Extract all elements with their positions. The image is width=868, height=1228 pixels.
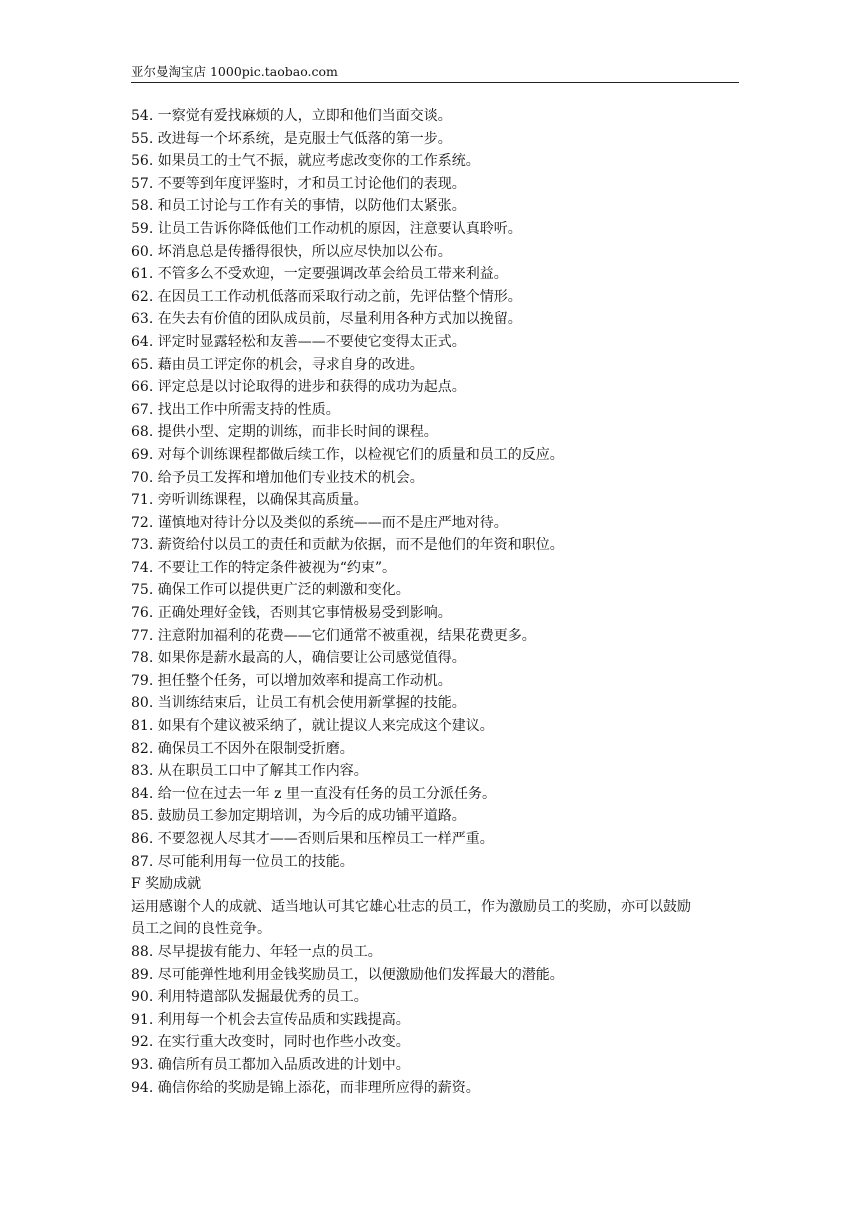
- item-text: 担任整个任务，可以增加效率和提高工作动机。: [157, 672, 452, 689]
- item-number: 77.: [131, 627, 154, 644]
- list-item: [131, 1077, 743, 1100]
- item-text: 尽早提拔有能力、年轻一点的员工。: [157, 943, 382, 960]
- item-number: 87.: [131, 853, 154, 870]
- list-item: [131, 421, 743, 444]
- item-number: 90.: [131, 989, 154, 1006]
- list-item: [131, 512, 743, 535]
- section-heading: F 奖励成就: [131, 876, 202, 893]
- item-list-b: [131, 941, 743, 1099]
- item-number: 74.: [131, 559, 154, 576]
- list-item: [131, 647, 743, 670]
- item-number: 62.: [131, 288, 154, 305]
- list-item: [131, 173, 743, 196]
- item-number: 65.: [131, 356, 154, 373]
- item-number: 70.: [131, 469, 154, 486]
- item-text: 确信所有员工都加入品质改进的计划中。: [157, 1056, 410, 1073]
- item-text: 不要忽视人尽其才——否则后果和压榨员工一样严重。: [157, 831, 494, 847]
- item-number: 78.: [131, 650, 154, 667]
- item-text: 让员工告诉你降低他们工作动机的原因，注意要认真聆听。: [157, 220, 522, 237]
- list-item: [131, 851, 743, 874]
- item-number: 55.: [131, 130, 154, 147]
- item-number: 75.: [131, 582, 154, 599]
- item-text: 对每个训练课程都做后续工作，以检视它们的质量和员工的反应。: [157, 446, 564, 463]
- item-number: 63.: [131, 311, 154, 328]
- item-number: 81.: [131, 718, 154, 735]
- list-item: [131, 715, 743, 738]
- page-header: [131, 64, 739, 83]
- list-item: [131, 602, 743, 625]
- item-number: 69.: [131, 446, 154, 463]
- list-item: [131, 1031, 743, 1054]
- item-number: 66.: [131, 379, 154, 396]
- item-number: 72.: [131, 514, 154, 531]
- item-text: 评定时显露轻松和友善——不要使它变得太正式。: [157, 333, 466, 350]
- item-number: 58.: [131, 198, 154, 215]
- list-item: [131, 625, 743, 648]
- list-item: [131, 670, 743, 693]
- item-text: 谨慎地对待计分以及类似的系统——而不是庄严地对待。: [157, 514, 508, 531]
- section-paragraph-line-1: 运用感谢个人的成就、适当地认可其它雄心壮志的员工，作为激励员工的奖励，亦可以鼓励: [131, 898, 691, 915]
- item-text: 利用特遣部队发掘最优秀的员工。: [157, 989, 368, 1006]
- list-item: [131, 579, 743, 602]
- list-item: [131, 331, 743, 354]
- item-number: 57.: [131, 175, 154, 192]
- item-number: 73.: [131, 537, 154, 554]
- item-text: 当训练结束后，让员工有机会使用新掌握的技能。: [157, 695, 466, 712]
- item-list-a: [131, 105, 743, 873]
- list-item: [131, 805, 743, 828]
- item-number: 89.: [131, 966, 154, 983]
- header-text: 亚尔曼淘宝店 1000pic.taobao.com: [131, 64, 338, 79]
- list-item: [131, 783, 743, 806]
- list-item: [131, 489, 743, 512]
- list-item: [131, 128, 743, 151]
- list-item: [131, 105, 743, 128]
- list-item: [131, 760, 743, 783]
- item-text: 给一位在过去一年 z 里一直没有任务的员工分派任务。: [157, 785, 496, 802]
- item-text: 在失去有价值的团队成员前，尽量利用各种方式加以挽留。: [157, 311, 522, 328]
- item-text: 提供小型、定期的训练，而非长时间的课程。: [157, 424, 438, 441]
- item-number: 59.: [131, 220, 154, 237]
- list-item: [131, 195, 743, 218]
- list-item: [131, 399, 743, 422]
- list-item: [131, 1054, 743, 1077]
- item-text: 改进每一个坏系统，是克服士气低落的第一步。: [157, 130, 452, 147]
- section-paragraph-line-2: 员工之间的良性竞争。: [131, 921, 271, 938]
- item-number: 79.: [131, 672, 154, 689]
- item-text: 不要等到年度评鉴时，才和员工讨论他们的表现。: [157, 175, 466, 192]
- list-item: [131, 241, 743, 264]
- list-item: [131, 986, 743, 1009]
- item-number: 84.: [131, 785, 154, 802]
- list-item: [131, 150, 743, 173]
- item-number: 93.: [131, 1056, 154, 1073]
- item-text: 和员工讨论与工作有关的事情，以防他们太紧张。: [157, 198, 466, 215]
- list-item: [131, 286, 743, 309]
- list-item: [131, 964, 743, 987]
- item-text: 一察觉有爱找麻烦的人，立即和他们当面交谈。: [157, 108, 452, 124]
- item-text: 确保员工不因外在限制受折磨。: [157, 740, 354, 757]
- item-number: 67.: [131, 401, 154, 418]
- list-item: [131, 218, 743, 241]
- item-text: 旁听训练课程，以确保其高质量。: [157, 492, 368, 509]
- item-text: 薪资给付以员工的责任和贡献为依据，而不是他们的年资和职位。: [157, 537, 564, 554]
- item-text: 坏消息总是传播得很快，所以应尽快加以公布。: [157, 243, 452, 260]
- item-number: 54.: [131, 108, 154, 124]
- item-text: 如果你是薪水最高的人，确信要让公司感觉值得。: [157, 650, 466, 667]
- item-text: 不管多么不受欢迎，一定要强调改革会给员工带来利益。: [157, 266, 508, 283]
- item-text: 尽可能利用每一位员工的技能。: [157, 853, 354, 870]
- list-item: [131, 354, 743, 377]
- item-text: 利用每一个机会去宣传品质和实践提高。: [157, 1011, 410, 1028]
- list-item: [131, 692, 743, 715]
- document-body: [131, 105, 743, 1099]
- item-text: 鼓励员工参加定期培训，为今后的成功铺平道路。: [157, 808, 466, 825]
- item-text: 如果员工的士气不振，就应考虑改变你的工作系统。: [157, 153, 480, 170]
- list-item: [131, 1009, 743, 1032]
- item-number: 85.: [131, 808, 154, 825]
- item-text: 确信你给的奖励是锦上添花，而非理所应得的薪资。: [157, 1079, 480, 1096]
- item-number: 60.: [131, 243, 154, 260]
- list-item: [131, 263, 743, 286]
- item-number: 68.: [131, 424, 154, 441]
- list-item: [131, 376, 743, 399]
- item-text: 评定总是以讨论取得的进步和获得的成功为起点。: [157, 379, 466, 396]
- item-number: 64.: [131, 333, 154, 350]
- item-text: 尽可能弹性地利用金钱奖励员工，以便激励他们发挥最大的潜能。: [157, 966, 564, 983]
- item-text: 如果有个建议被采纳了，就让提议人来完成这个建议。: [157, 718, 494, 735]
- item-text: 确保工作可以提供更广泛的刺激和变化。: [157, 582, 410, 599]
- item-text: 藉由员工评定你的机会，寻求自身的改进。: [157, 356, 424, 373]
- item-text: 正确处理好金钱，否则其它事情极易受到影响。: [157, 605, 452, 622]
- item-number: 86.: [131, 831, 154, 847]
- item-number: 92.: [131, 1034, 154, 1051]
- item-number: 88.: [131, 943, 154, 960]
- item-number: 94.: [131, 1079, 154, 1096]
- item-number: 83.: [131, 763, 154, 780]
- item-number: 82.: [131, 740, 154, 757]
- item-text: 注意附加福利的花费——它们通常不被重视，结果花费更多。: [157, 627, 536, 644]
- item-text: 从在职员工口中了解其工作内容。: [157, 763, 368, 780]
- item-number: 80.: [131, 695, 154, 712]
- list-item: [131, 444, 743, 467]
- list-item: [131, 534, 743, 557]
- item-text: 找出工作中所需支持的性质。: [157, 401, 340, 418]
- item-text: 在实行重大改变时，同时也作些小改变。: [157, 1034, 410, 1051]
- item-number: 91.: [131, 1011, 154, 1028]
- item-number: 76.: [131, 605, 154, 622]
- item-text: 在因员工工作动机低落而采取行动之前，先评估整个情形。: [157, 288, 522, 305]
- list-item: [131, 828, 743, 851]
- list-item: [131, 308, 743, 331]
- list-item: [131, 557, 743, 580]
- item-number: 61.: [131, 266, 154, 283]
- item-number: 56.: [131, 153, 154, 170]
- item-text: 不要让工作的特定条件被视为“约束”。: [157, 559, 397, 576]
- list-item: [131, 467, 743, 490]
- list-item: [131, 941, 743, 964]
- item-text: 给予员工发挥和增加他们专业技术的机会。: [157, 469, 424, 486]
- item-number: 71.: [131, 492, 154, 509]
- list-item: [131, 738, 743, 761]
